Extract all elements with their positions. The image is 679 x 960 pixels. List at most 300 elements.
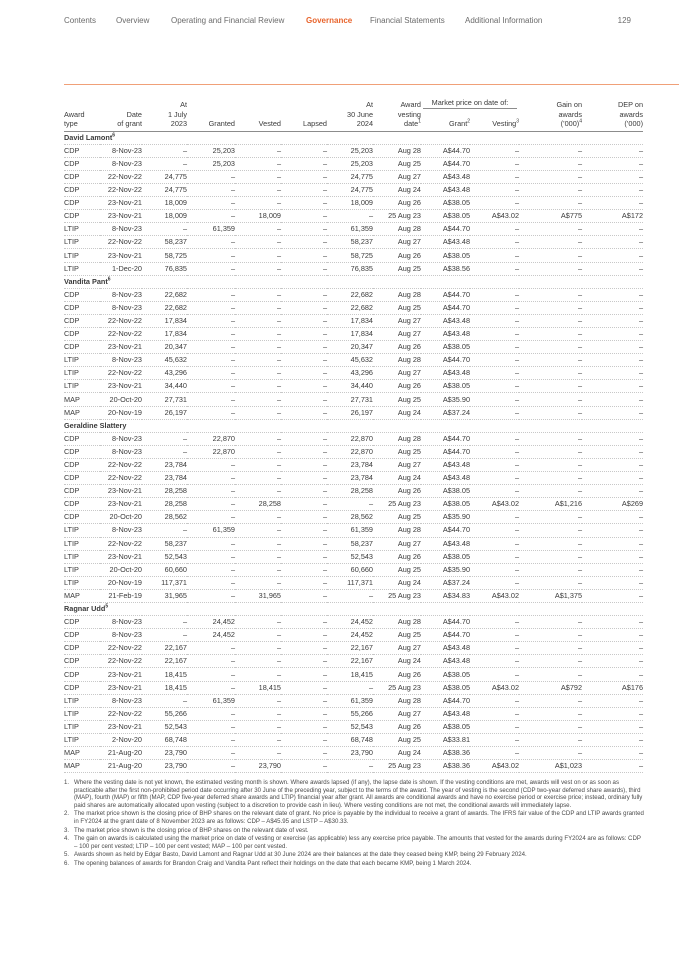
cell-at-2024: 60,660 xyxy=(327,563,373,576)
cell-granted: – xyxy=(187,301,235,314)
cell-gain: – xyxy=(519,642,582,655)
cell-at-2024: 43,296 xyxy=(327,367,373,380)
cell-lapsed: – xyxy=(281,445,327,458)
cell-at-2023: 58,237 xyxy=(142,236,187,249)
cell-granted: – xyxy=(187,354,235,367)
cell-vesting-date: 25 Aug 23 xyxy=(373,210,421,223)
cell-dep: – xyxy=(582,707,643,720)
table-row xyxy=(64,328,643,341)
cell-vested: – xyxy=(235,576,281,589)
cell-lapsed: – xyxy=(281,629,327,642)
cell-granted: – xyxy=(187,262,235,275)
cell-at-2023: 58,237 xyxy=(142,537,187,550)
cell-at-2024: 58,725 xyxy=(327,249,373,262)
cell-grant-date: 22-Nov-22 xyxy=(100,655,142,668)
cell-granted: – xyxy=(187,197,235,210)
cell-award-type: CDP xyxy=(64,157,100,170)
cell-vesting-date: Aug 26 xyxy=(373,720,421,733)
cell-vesting-price: – xyxy=(470,707,519,720)
header-at-2023: 1 July 2023 xyxy=(142,110,187,131)
cell-grant-price: A$43.48 xyxy=(421,707,470,720)
header-dep-line1: DEP on xyxy=(618,100,644,109)
cell-award-type: LTIP xyxy=(64,249,100,262)
cell-at-2024: 18,009 xyxy=(327,197,373,210)
cell-gain: – xyxy=(519,393,582,406)
table-row xyxy=(64,720,643,733)
cell-granted: 25,203 xyxy=(187,144,235,157)
cell-vesting-price: – xyxy=(470,328,519,341)
cell-granted: – xyxy=(187,458,235,471)
cell-dep: – xyxy=(582,367,643,380)
cell-award-type: CDP xyxy=(64,301,100,314)
cell-vesting-price: – xyxy=(470,393,519,406)
cell-gain: – xyxy=(519,170,582,183)
cell-award-type: LTIP xyxy=(64,537,100,550)
cell-vested: – xyxy=(235,616,281,629)
nav-operating-financial-review[interactable]: Operating and Financial Review xyxy=(171,16,285,25)
cell-vesting-price: A$43.02 xyxy=(470,498,519,511)
cell-grant-date: 23-Nov-21 xyxy=(100,197,142,210)
group-name: Geraldine Slattery xyxy=(64,419,643,432)
header-dep: awards (’000) xyxy=(582,110,643,131)
cell-at-2023: 28,258 xyxy=(142,485,187,498)
cell-at-2023: 58,725 xyxy=(142,249,187,262)
cell-vesting-price: – xyxy=(470,458,519,471)
cell-vesting-date: Aug 27 xyxy=(373,236,421,249)
cell-grant-price: A$43.48 xyxy=(421,328,470,341)
cell-dep: A$269 xyxy=(582,498,643,511)
cell-granted: 22,870 xyxy=(187,432,235,445)
cell-vesting-price: – xyxy=(470,301,519,314)
cell-grant-date: 20-Oct-20 xyxy=(100,563,142,576)
footnote-text: The opening balances of awards for Brandon Craig and Vandita Pant reflect their holdings on the date that each became KMP, being 1 March 2024. xyxy=(74,859,472,867)
cell-award-type: CDP xyxy=(64,341,100,354)
cell-gain: – xyxy=(519,720,582,733)
cell-vesting-price: – xyxy=(470,720,519,733)
cell-lapsed: – xyxy=(281,314,327,327)
cell-at-2023: 31,965 xyxy=(142,589,187,602)
cell-at-2023: – xyxy=(142,432,187,445)
cell-grant-price: A$38.05 xyxy=(421,720,470,733)
cell-grant-price: A$38.36 xyxy=(421,747,470,760)
cell-at-2023: 27,731 xyxy=(142,393,187,406)
cell-vesting-price: A$43.02 xyxy=(470,210,519,223)
table-row xyxy=(64,472,643,485)
cell-granted: – xyxy=(187,655,235,668)
cell-at-2024: 68,748 xyxy=(327,733,373,746)
cell-vesting-price: – xyxy=(470,354,519,367)
header-award-type: Award type xyxy=(64,110,100,131)
cell-grant-price: A$38.05 xyxy=(421,210,470,223)
cell-dep: – xyxy=(582,380,643,393)
cell-at-2024: 24,452 xyxy=(327,616,373,629)
cell-at-2023: – xyxy=(142,223,187,236)
cell-grant-price: A$43.48 xyxy=(421,170,470,183)
table-row xyxy=(64,210,643,223)
table-row xyxy=(64,288,643,301)
cell-dep: – xyxy=(582,183,643,196)
cell-lapsed: – xyxy=(281,236,327,249)
cell-grant-date: 23-Nov-21 xyxy=(100,210,142,223)
cell-gain: – xyxy=(519,733,582,746)
footnote-text: The market price shown is the closing price of BHP shares on the relevant date of vest. xyxy=(74,826,309,834)
cell-vested: – xyxy=(235,655,281,668)
cell-vested: – xyxy=(235,288,281,301)
cell-dep: A$172 xyxy=(582,210,643,223)
cell-granted: 24,452 xyxy=(187,616,235,629)
cell-gain: – xyxy=(519,157,582,170)
cell-award-type: CDP xyxy=(64,432,100,445)
cell-gain: – xyxy=(519,537,582,550)
table-row xyxy=(64,183,643,196)
cell-lapsed: – xyxy=(281,210,327,223)
cell-grant-date: 8-Nov-23 xyxy=(100,616,142,629)
cell-gain: – xyxy=(519,485,582,498)
cell-vesting-price: – xyxy=(470,511,519,524)
table-row xyxy=(64,524,643,537)
cell-grant-price: A$38.05 xyxy=(421,668,470,681)
cell-vesting-price: – xyxy=(470,341,519,354)
cell-at-2023: – xyxy=(142,524,187,537)
footnotes xyxy=(64,779,644,869)
cell-dep: – xyxy=(582,328,643,341)
cell-at-2024: 58,237 xyxy=(327,537,373,550)
cell-at-2024: 23,784 xyxy=(327,472,373,485)
cell-gain: – xyxy=(519,668,582,681)
cell-grant-price: A$38.05 xyxy=(421,197,470,210)
cell-vested: – xyxy=(235,668,281,681)
cell-lapsed: – xyxy=(281,485,327,498)
cell-granted: – xyxy=(187,537,235,550)
cell-dep: – xyxy=(582,511,643,524)
cell-at-2024: 28,562 xyxy=(327,511,373,524)
cell-vesting-price: – xyxy=(470,616,519,629)
cell-grant-price: A$43.48 xyxy=(421,314,470,327)
cell-award-type: LTIP xyxy=(64,576,100,589)
cell-at-2023: 26,197 xyxy=(142,406,187,419)
cell-vesting-price: – xyxy=(470,576,519,589)
cell-grant-price: A$44.70 xyxy=(421,301,470,314)
cell-lapsed: – xyxy=(281,341,327,354)
cell-lapsed: – xyxy=(281,301,327,314)
cell-vested: – xyxy=(235,472,281,485)
table-row xyxy=(64,760,643,773)
cell-lapsed: – xyxy=(281,223,327,236)
cell-grant-date: 23-Nov-21 xyxy=(100,485,142,498)
cell-vested: – xyxy=(235,380,281,393)
cell-at-2024: – xyxy=(327,760,373,773)
cell-vesting-price: – xyxy=(470,563,519,576)
table-row xyxy=(64,445,643,458)
cell-at-2024: 117,371 xyxy=(327,576,373,589)
cell-gain: – xyxy=(519,328,582,341)
cell-grant-price: A$38.05 xyxy=(421,681,470,694)
cell-lapsed: – xyxy=(281,380,327,393)
cell-lapsed: – xyxy=(281,197,327,210)
cell-vesting-price: – xyxy=(470,406,519,419)
cell-vesting-date: Aug 25 xyxy=(373,563,421,576)
cell-grant-date: 22-Nov-22 xyxy=(100,183,142,196)
cell-at-2023: 45,632 xyxy=(142,354,187,367)
cell-granted: – xyxy=(187,498,235,511)
cell-vesting-date: Aug 24 xyxy=(373,747,421,760)
cell-gain: – xyxy=(519,301,582,314)
cell-lapsed: – xyxy=(281,760,327,773)
cell-grant-price: A$38.56 xyxy=(421,262,470,275)
cell-at-2024: 61,359 xyxy=(327,223,373,236)
cell-gain: – xyxy=(519,314,582,327)
cell-lapsed: – xyxy=(281,288,327,301)
cell-vested: – xyxy=(235,406,281,419)
cell-grant-date: 8-Nov-23 xyxy=(100,223,142,236)
nav-governance[interactable]: Governance xyxy=(306,16,353,25)
cell-grant-date: 23-Nov-21 xyxy=(100,341,142,354)
cell-grant-date: 22-Nov-22 xyxy=(100,537,142,550)
cell-grant-date: 20-Oct-20 xyxy=(100,511,142,524)
table-row xyxy=(64,537,643,550)
cell-grant-date: 8-Nov-23 xyxy=(100,301,142,314)
cell-gain: – xyxy=(519,144,582,157)
cell-grant-date: 22-Nov-22 xyxy=(100,472,142,485)
cell-grant-date: 8-Nov-23 xyxy=(100,629,142,642)
cell-vesting-price: – xyxy=(470,524,519,537)
cell-at-2024: 17,834 xyxy=(327,314,373,327)
table-row xyxy=(64,380,643,393)
header-at-2024: 30 June 2024 xyxy=(327,110,373,131)
nav-contents[interactable]: Contents xyxy=(64,16,97,25)
cell-grant-price: A$43.48 xyxy=(421,642,470,655)
cell-grant-date: 22-Nov-22 xyxy=(100,367,142,380)
cell-grant-date: 22-Nov-22 xyxy=(100,236,142,249)
cell-vesting-date: 25 Aug 23 xyxy=(373,589,421,602)
table-row xyxy=(64,707,643,720)
cell-granted: – xyxy=(187,406,235,419)
footnote-text: Awards shown as held by Edgar Basto, David Lamont and Ragnar Udd at 30 June 2024 are their balances at the date they ceased being KMP, being 29 February 2024. xyxy=(74,851,527,859)
cell-award-type: CDP xyxy=(64,314,100,327)
cell-lapsed: – xyxy=(281,589,327,602)
cell-grant-price: A$38.05 xyxy=(421,249,470,262)
cell-vesting-date: Aug 28 xyxy=(373,144,421,157)
cell-vesting-price: – xyxy=(470,367,519,380)
cell-grant-price: A$44.70 xyxy=(421,524,470,537)
cell-at-2023: 52,543 xyxy=(142,550,187,563)
cell-vesting-date: Aug 25 xyxy=(373,157,421,170)
cell-at-2023: 22,682 xyxy=(142,288,187,301)
cell-gain: – xyxy=(519,380,582,393)
cell-award-type: CDP xyxy=(64,197,100,210)
cell-at-2023: 23,784 xyxy=(142,458,187,471)
cell-award-type: CDP xyxy=(64,445,100,458)
cell-vesting-price: – xyxy=(470,314,519,327)
cell-granted: – xyxy=(187,393,235,406)
cell-lapsed: – xyxy=(281,616,327,629)
cell-gain: – xyxy=(519,288,582,301)
cell-gain: – xyxy=(519,629,582,642)
cell-dep: – xyxy=(582,668,643,681)
table-row xyxy=(64,616,643,629)
cell-at-2023: – xyxy=(142,144,187,157)
cell-gain: – xyxy=(519,747,582,760)
cell-award-type: LTIP xyxy=(64,720,100,733)
cell-at-2024: 22,682 xyxy=(327,288,373,301)
cell-grant-price: A$44.70 xyxy=(421,144,470,157)
cell-lapsed: – xyxy=(281,367,327,380)
footnote-number: 5. xyxy=(64,851,70,859)
cell-gain: – xyxy=(519,511,582,524)
group-name: Vandita Pant$^6$ xyxy=(64,275,643,288)
cell-dep: – xyxy=(582,144,643,157)
cell-vesting-date: Aug 26 xyxy=(373,249,421,262)
cell-at-2023: 20,347 xyxy=(142,341,187,354)
table-row xyxy=(64,354,643,367)
cell-at-2023: – xyxy=(142,694,187,707)
table-row xyxy=(64,367,643,380)
cell-grant-price: A$38.05 xyxy=(421,341,470,354)
cell-grant-price: A$38.05 xyxy=(421,498,470,511)
cell-vesting-date: Aug 28 xyxy=(373,616,421,629)
cell-vested: – xyxy=(235,707,281,720)
cell-granted: – xyxy=(187,183,235,196)
cell-vesting-date: Aug 25 xyxy=(373,629,421,642)
cell-at-2024: 61,359 xyxy=(327,524,373,537)
cell-vesting-date: Aug 28 xyxy=(373,354,421,367)
nav-financial-statements[interactable]: Financial Statements xyxy=(370,16,445,25)
cell-vested: – xyxy=(235,733,281,746)
table-row xyxy=(64,655,643,668)
cell-at-2024: – xyxy=(327,589,373,602)
cell-at-2023: – xyxy=(142,445,187,458)
header-vested: Vested xyxy=(235,110,281,131)
cell-award-type: LTIP xyxy=(64,380,100,393)
cell-lapsed: – xyxy=(281,707,327,720)
cell-gain: – xyxy=(519,432,582,445)
cell-lapsed: – xyxy=(281,157,327,170)
cell-dep: – xyxy=(582,197,643,210)
cell-grant-price: A$44.70 xyxy=(421,616,470,629)
footnote xyxy=(64,851,644,859)
cell-gain: – xyxy=(519,472,582,485)
footnote-text: Where the vesting date is not yet known, the estimated vesting month is shown. Where awards lapsed (if any), the lapse date is shown. If the vesting conditions are met, awards will vest on or as soon as practicable after the first non-prohibited period date occurring after 30 June of the preceding year, subject to the terms of the award. The year of vesting is the second (CDP two-year deferred share awards), third (MAP), fourth (MAP) or fifth (MAP, CDP five-year deferred share awards and LTIP) financial year after grant. All awards are conditional awards and have no exercise period or exercise price; instead, ordinary fully paid shares are automatically allocated upon vesting (subject to a discretion to provide cash in lieu). Where vesting conditions are not met, the conditional awards will immediately lapse. xyxy=(74,779,643,809)
cell-dep: – xyxy=(582,458,643,471)
nav-overview[interactable]: Overview xyxy=(116,16,150,25)
header-lapsed: Lapsed xyxy=(281,110,327,131)
cell-grant-date: 8-Nov-23 xyxy=(100,144,142,157)
table-row xyxy=(64,236,643,249)
cell-vesting-date: Aug 26 xyxy=(373,197,421,210)
table-row xyxy=(64,576,643,589)
cell-gain: – xyxy=(519,655,582,668)
cell-at-2024: 23,784 xyxy=(327,458,373,471)
cell-grant-date: 23-Nov-21 xyxy=(100,498,142,511)
cell-vesting-date: Aug 28 xyxy=(373,524,421,537)
cell-grant-price: A$34.83 xyxy=(421,589,470,602)
cell-grant-date: 23-Nov-21 xyxy=(100,550,142,563)
cell-dep: – xyxy=(582,733,643,746)
cell-at-2023: 28,562 xyxy=(142,511,187,524)
cell-dep: – xyxy=(582,472,643,485)
cell-at-2024: 52,543 xyxy=(327,720,373,733)
cell-vesting-date: Aug 26 xyxy=(373,341,421,354)
table-row xyxy=(64,393,643,406)
table-row xyxy=(64,694,643,707)
header-vesting-line1: Award xyxy=(400,100,421,109)
cell-vesting-price: A$43.02 xyxy=(470,681,519,694)
cell-award-type: LTIP xyxy=(64,733,100,746)
cell-grant-price: A$35.90 xyxy=(421,511,470,524)
table-row xyxy=(64,301,643,314)
cell-vesting-price: – xyxy=(470,472,519,485)
cell-granted: 25,203 xyxy=(187,157,235,170)
cell-at-2024: 20,347 xyxy=(327,341,373,354)
cell-at-2023: 22,682 xyxy=(142,301,187,314)
cell-at-2023: 23,790 xyxy=(142,760,187,773)
cell-gain: – xyxy=(519,524,582,537)
cell-granted: – xyxy=(187,170,235,183)
cell-grant-date: 23-Nov-21 xyxy=(100,668,142,681)
cell-vested: – xyxy=(235,341,281,354)
table-row xyxy=(64,341,643,354)
cell-at-2024: 17,834 xyxy=(327,328,373,341)
cell-gain: – xyxy=(519,694,582,707)
cell-vesting-price: – xyxy=(470,629,519,642)
cell-award-type: CDP xyxy=(64,210,100,223)
cell-grant-price: A$43.48 xyxy=(421,537,470,550)
cell-vesting-price: – xyxy=(470,485,519,498)
cell-vested: – xyxy=(235,144,281,157)
cell-at-2023: 76,835 xyxy=(142,262,187,275)
cell-vested: – xyxy=(235,485,281,498)
cell-dep: – xyxy=(582,524,643,537)
cell-dep: – xyxy=(582,262,643,275)
cell-at-2023: 43,296 xyxy=(142,367,187,380)
cell-vesting-date: Aug 25 xyxy=(373,511,421,524)
cell-award-type: CDP xyxy=(64,170,100,183)
cell-vesting-date: Aug 24 xyxy=(373,183,421,196)
table-row xyxy=(64,642,643,655)
table-row xyxy=(64,589,643,602)
cell-grant-price: A$43.48 xyxy=(421,472,470,485)
footnote-number: 2. xyxy=(64,810,70,818)
cell-granted: – xyxy=(187,733,235,746)
cell-lapsed: – xyxy=(281,458,327,471)
cell-grant-price: A$43.48 xyxy=(421,236,470,249)
cell-vesting-date: Aug 28 xyxy=(373,223,421,236)
table-row xyxy=(64,249,643,262)
cell-grant-price: A$44.70 xyxy=(421,288,470,301)
header-row-top xyxy=(64,98,643,110)
cell-at-2024: 22,167 xyxy=(327,642,373,655)
cell-vested: 23,790 xyxy=(235,760,281,773)
cell-at-2024: 76,835 xyxy=(327,262,373,275)
cell-at-2024: 22,682 xyxy=(327,301,373,314)
cell-at-2023: 17,834 xyxy=(142,328,187,341)
cell-gain: – xyxy=(519,563,582,576)
cell-dep: – xyxy=(582,720,643,733)
cell-at-2023: 22,167 xyxy=(142,655,187,668)
cell-vested: – xyxy=(235,262,281,275)
cell-granted: – xyxy=(187,380,235,393)
cell-at-2024: 45,632 xyxy=(327,354,373,367)
cell-dep: – xyxy=(582,170,643,183)
nav-additional-information[interactable]: Additional Information xyxy=(465,16,543,25)
cell-granted: – xyxy=(187,681,235,694)
cell-at-2024: – xyxy=(327,210,373,223)
table-row xyxy=(64,629,643,642)
cell-award-type: CDP xyxy=(64,144,100,157)
cell-award-type: CDP xyxy=(64,511,100,524)
cell-lapsed: – xyxy=(281,511,327,524)
cell-vesting-date: 25 Aug 23 xyxy=(373,681,421,694)
